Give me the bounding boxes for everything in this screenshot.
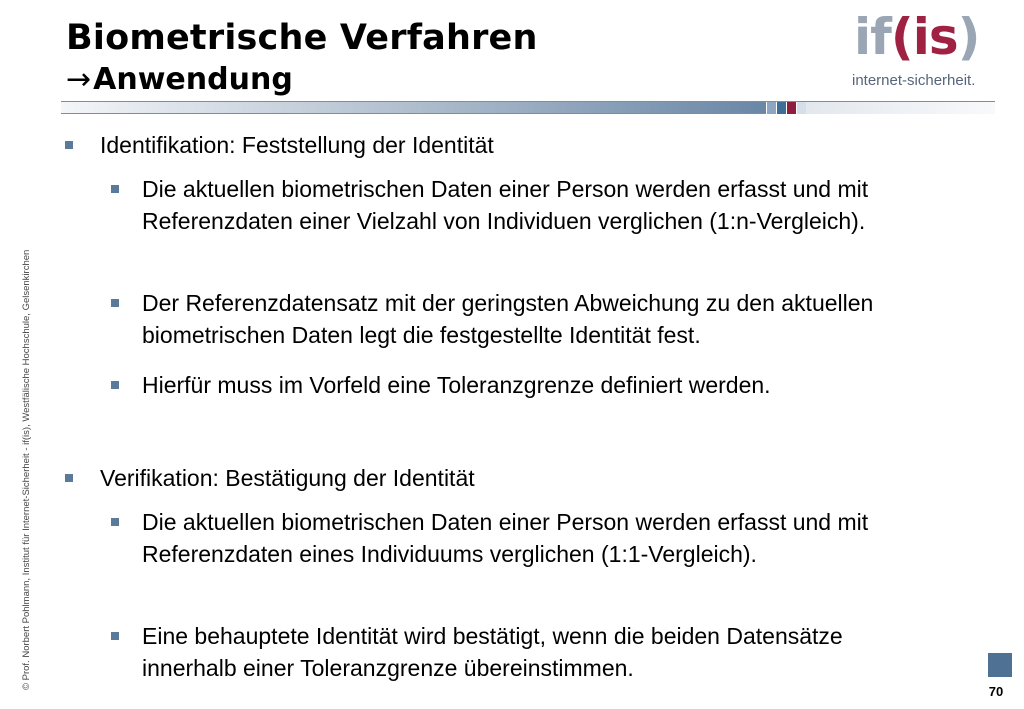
bullet-identification-point: Der Referenzdatensatz mit der geringsten Abweichung zu den aktuellen biometrischen Daten legt die festgestellte Identität fest. xyxy=(142,288,902,351)
divider-square xyxy=(766,102,776,114)
bullet-identification-point: Die aktuellen biometrischen Daten einer Person werden erfasst und mit Referenzdaten einer Vielzahl von Individuen verglichen (1:n-Vergleich). xyxy=(142,174,902,237)
divider-square-accent xyxy=(786,102,796,114)
subtitle-text: Anwendung xyxy=(93,62,293,97)
logo-core: is xyxy=(912,8,958,66)
page-number: 70 xyxy=(988,684,1004,699)
bullet-verification-point: Eine behauptete Identität wird bestätigt, wenn die beiden Datensätze innerhalb einer Toleranzgrenze übereinstimmen. xyxy=(142,621,862,684)
logo-paren-open: ( xyxy=(890,8,913,66)
logo-prefix: if xyxy=(854,8,891,66)
bullet-verification-heading: Verifikation: Bestätigung der Identität xyxy=(100,463,880,495)
divider-square xyxy=(796,102,806,114)
institute-logo xyxy=(848,8,994,92)
bullet-identification-point: Hierfür muss im Vorfeld eine Toleranzgrenze definiert werden. xyxy=(142,370,922,402)
logo-wordmark xyxy=(854,6,980,68)
bullet-identification-heading: Identifikation: Feststellung der Identität xyxy=(100,130,880,162)
logo-tagline: internet-sicherheit. xyxy=(852,72,976,89)
arrow-right-icon: → xyxy=(66,62,92,97)
header-divider-bar xyxy=(61,101,995,114)
corner-square xyxy=(988,653,1012,677)
divider-tail xyxy=(806,102,995,114)
copyright-notice: © Prof. Norbert Pohlmann, Institut für Internet-Sicherheit - if(is), Westfälische Hochschule, Gelsenkirchen xyxy=(21,249,32,690)
bullet-verification-point: Die aktuellen biometrischen Daten einer Person werden erfasst und mit Referenzdaten eines Individuums verglichen (1:1-Vergleich). xyxy=(142,507,902,570)
logo-paren-close: ) xyxy=(957,8,980,66)
slide-title: Biometrische Verfahren xyxy=(66,18,538,58)
slide-subtitle xyxy=(66,62,293,98)
divider-gradient xyxy=(61,102,766,114)
divider-square xyxy=(776,102,786,114)
